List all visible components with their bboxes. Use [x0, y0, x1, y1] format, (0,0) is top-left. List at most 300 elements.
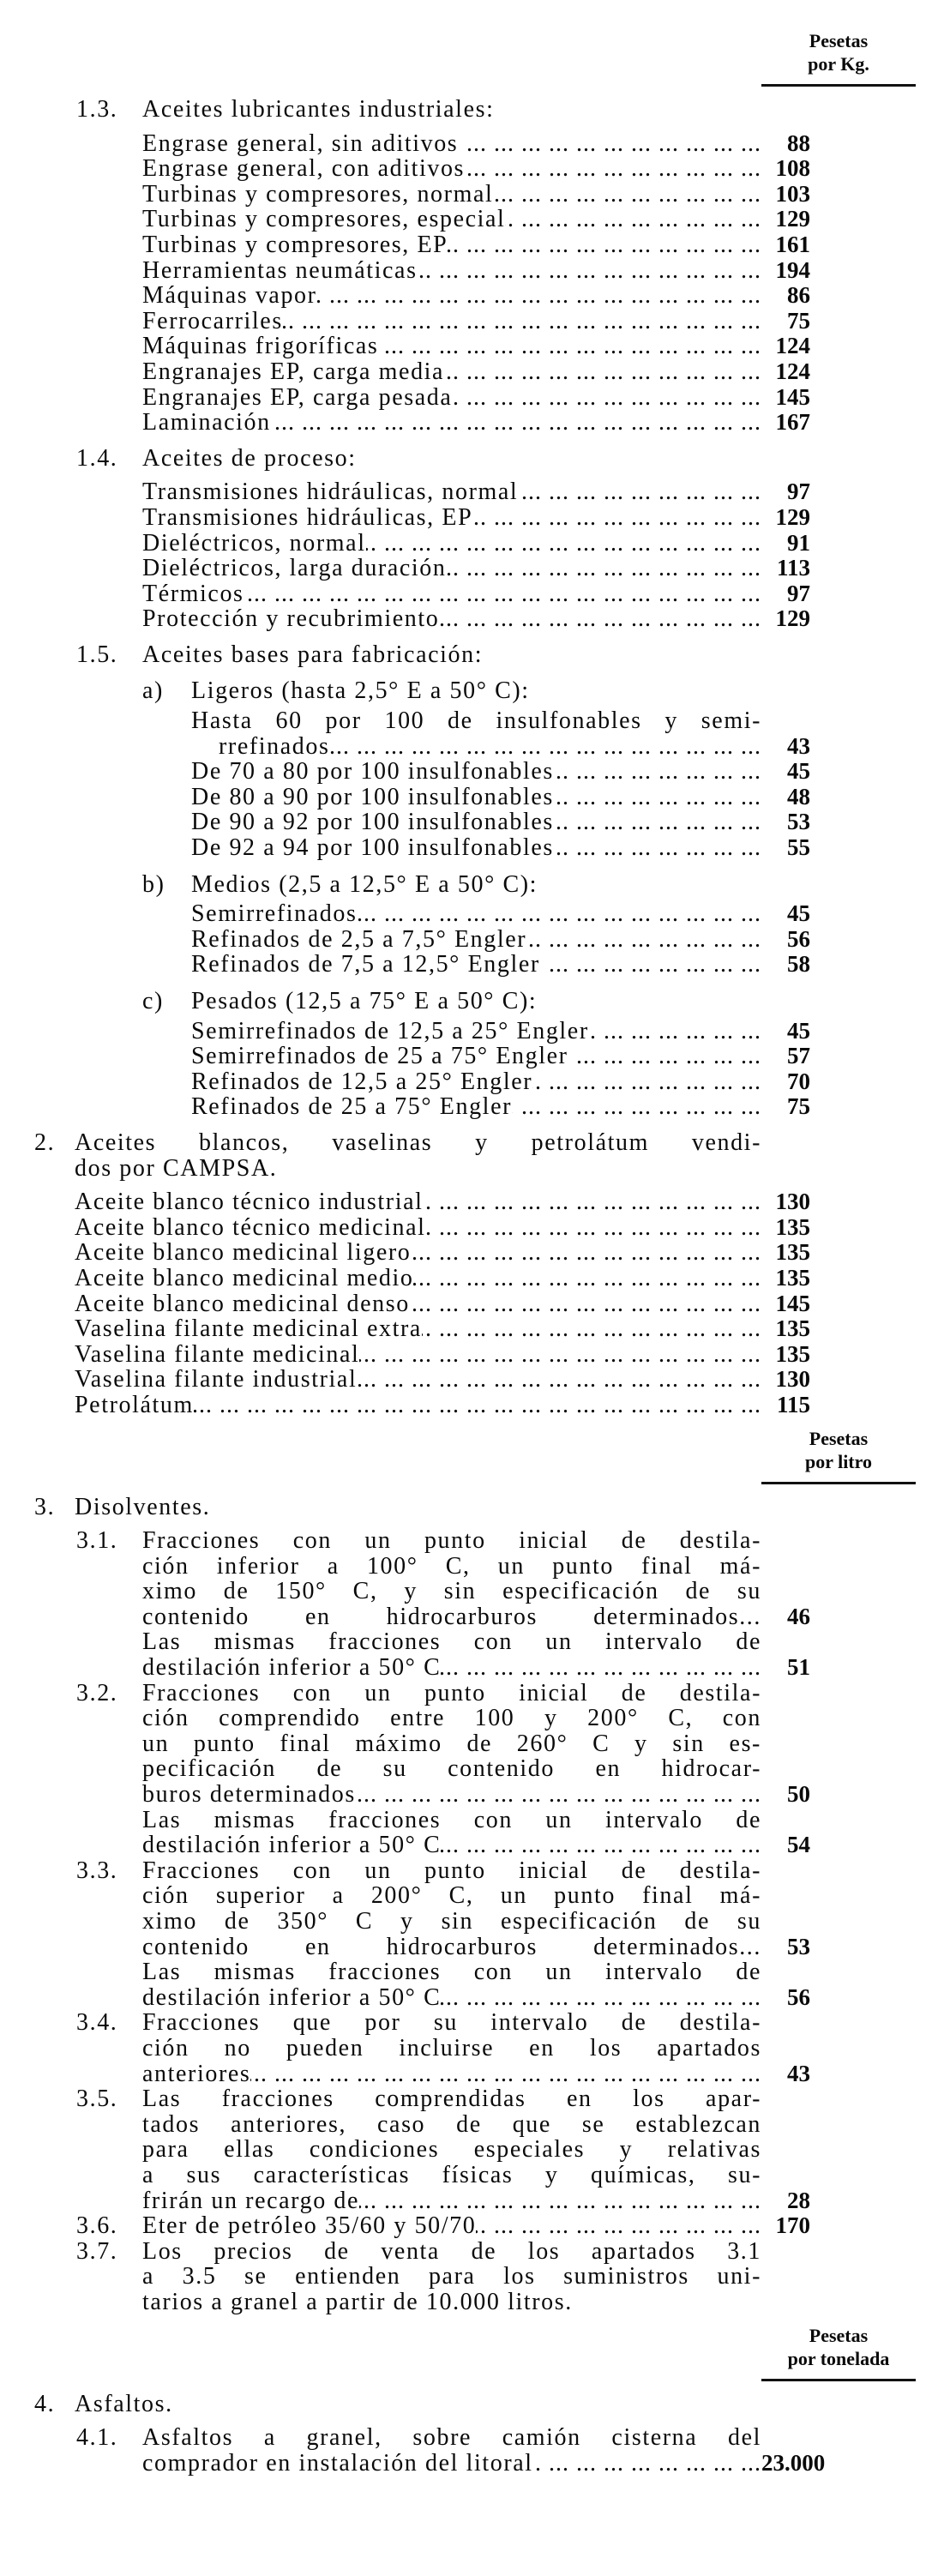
line-text: destilación inferior a 50° C	[142, 1654, 442, 1682]
text-line	[0, 2036, 810, 2061]
line-text: Hasta 60 por 100 de insulfonables y semi-	[191, 708, 761, 734]
text-line	[0, 385, 810, 411]
line-text: Aceites lubricantes industriales:	[142, 96, 495, 123]
line-text: Semirrefinados de 25 a 75° Engler	[191, 1043, 568, 1070]
para-block	[0, 2213, 932, 2239]
para-block	[0, 2425, 932, 2476]
line-text: contenido en hidrocarburos determinados...	[142, 1934, 761, 1960]
line-text: Refinados de 2,5 a 7,5° Engler	[191, 925, 527, 953]
item-block	[0, 531, 932, 557]
line-text: Engrase general, sin aditivos	[142, 129, 459, 157]
spacer	[173, 2392, 761, 2417]
price-value: 56	[787, 925, 810, 952]
price-value: 91	[787, 529, 810, 556]
dot-leader	[194, 1393, 761, 1418]
price-value: 145	[775, 383, 810, 410]
price-value: 129	[775, 503, 810, 530]
text-line	[0, 334, 810, 359]
price-value	[761, 708, 810, 734]
dot-leader	[526, 927, 761, 953]
text-line	[0, 1756, 810, 1782]
price-value: 28	[787, 2187, 810, 2213]
dot-leader	[554, 810, 761, 835]
line-text: buros determinados	[142, 1781, 356, 1809]
price-value: 135	[775, 1340, 810, 1367]
para-block	[0, 2010, 932, 2086]
text-line	[0, 556, 810, 581]
units-label: Pesetas	[809, 1427, 869, 1449]
dot-leader	[476, 2213, 761, 2239]
line-text: Vaselina filante medicinal extra	[75, 1315, 422, 1343]
line-text: Aceites blancos, vaselinas y petrolátum vendi-	[75, 1129, 761, 1156]
dot-leader	[465, 156, 761, 182]
line-text: Turbinas y compresores, especial	[142, 206, 506, 233]
line-text: Semirrefinados	[191, 900, 358, 928]
text-line	[0, 810, 810, 835]
text-line	[0, 1528, 810, 1554]
units-label: Pesetas	[809, 2324, 869, 2346]
line-text: Ligeros (hasta 2,5° E a 50° C):	[191, 677, 530, 705]
dot-leader	[512, 1094, 761, 1120]
item2-block	[0, 1019, 932, 1044]
text-line	[0, 952, 810, 978]
line-text: un punto final máximo de 260° C y sin es-	[142, 1730, 761, 1757]
text-line	[0, 1909, 810, 1935]
line-text: ción superior a 200° C, un punto final má-	[142, 1883, 761, 1909]
text-line	[0, 606, 810, 632]
item2-block	[0, 952, 932, 978]
sub-block	[0, 872, 932, 898]
text-line	[0, 927, 810, 953]
price-value	[761, 1858, 810, 1884]
dot-leader	[359, 1342, 761, 1368]
item-number: 3.4.	[76, 2009, 118, 2037]
price-value: 135	[775, 1264, 810, 1291]
price-value	[761, 642, 810, 668]
para-block	[0, 1528, 932, 1681]
line-text: Aceite blanco técnico industrial	[75, 1189, 424, 1216]
item-number: b)	[142, 870, 165, 898]
line-text: Las fracciones comprendidas en los apar-	[142, 2086, 761, 2112]
line-text: De 80 a 90 por 100 insulfonables	[191, 783, 554, 810]
price-value: 23.000	[761, 2449, 826, 2476]
line-text: rrefinados	[219, 732, 330, 760]
price-value	[761, 446, 810, 472]
price-value: 115	[776, 1391, 810, 1417]
item-block	[0, 606, 932, 632]
text-line	[0, 1883, 810, 1909]
price-value: 54	[787, 1832, 810, 1858]
header-rule	[761, 1482, 916, 1484]
price-value	[761, 1554, 810, 1580]
dot-leader	[356, 1782, 761, 1808]
price-value	[761, 2137, 810, 2163]
dot-leader	[271, 410, 761, 436]
spacer	[573, 2290, 761, 2315]
line-text: Disolventes.	[75, 1493, 211, 1520]
line-text: Protección y recubrimiento	[142, 605, 440, 633]
text-line	[0, 2239, 810, 2265]
dot-leader	[458, 131, 761, 157]
item0-block	[0, 1393, 932, 1418]
dot-leader	[424, 1189, 761, 1215]
text-line	[0, 759, 810, 785]
dot-leader	[411, 1240, 761, 1266]
item-block	[0, 182, 932, 208]
line-text: De 90 a 92 por 100 insulfonables	[191, 809, 554, 836]
price-value: 145	[775, 1290, 810, 1316]
item2-block	[0, 835, 932, 861]
item-number: 1.5.	[76, 641, 118, 668]
section-block	[0, 2392, 932, 2417]
units-block	[0, 1427, 932, 1484]
line-text: Engrase general, con aditivos	[142, 155, 466, 183]
units-label: por tonelada	[787, 2347, 890, 2369]
text-line	[0, 1393, 810, 1418]
text-line	[0, 1094, 810, 1120]
heading-block	[0, 642, 932, 668]
line-text: Transmisiones hidráulicas, normal	[142, 478, 519, 506]
text-line	[0, 1985, 810, 2011]
text-line	[0, 1554, 810, 1580]
text-line	[0, 283, 810, 309]
dot-leader	[378, 334, 761, 359]
item0-block	[0, 1342, 932, 1368]
item-number: 4.1.	[76, 2424, 118, 2452]
text-line	[0, 479, 810, 505]
dot-leader	[554, 785, 761, 810]
text-line	[0, 2290, 810, 2315]
item0-block	[0, 1266, 932, 1291]
line-text: Eter de petróleo 35/60 y 50/70	[142, 2212, 477, 2240]
price-value: 43	[787, 732, 810, 759]
price-value	[761, 1959, 810, 1985]
price-value: 103	[775, 180, 810, 207]
text-line	[0, 207, 810, 232]
line-text: Engranajes EP, carga media	[142, 358, 445, 385]
spacer	[530, 678, 761, 704]
price-value: 70	[787, 1068, 810, 1094]
section-block	[0, 1130, 932, 1181]
line-text: Petrolátum	[75, 1391, 194, 1418]
item2-block	[0, 1094, 932, 1120]
item0-block	[0, 1316, 932, 1342]
line-text: Vaselina filante medicinal	[75, 1340, 360, 1368]
price-value: 135	[775, 1315, 810, 1342]
line-text: Aceites bases para fabricación:	[142, 641, 484, 668]
price-value	[761, 1731, 810, 1757]
dot-leader	[439, 606, 761, 632]
spacer	[210, 1495, 761, 1520]
text-line	[0, 901, 810, 927]
item-block	[0, 309, 932, 334]
dot-leader	[418, 258, 761, 284]
dot-leader	[505, 207, 761, 232]
dot-leader	[532, 1069, 761, 1095]
text-line	[0, 2425, 810, 2451]
price-value: 124	[775, 358, 810, 384]
price-value: 45	[787, 900, 810, 927]
price-value	[761, 2239, 810, 2265]
line-text: ximo de 350° C y sin especificación de su	[142, 1909, 761, 1935]
text-line	[0, 446, 810, 472]
price-value	[761, 2112, 810, 2138]
text-line	[0, 734, 810, 760]
text-line	[0, 1316, 810, 1342]
text-line	[0, 1367, 810, 1393]
sub-block	[0, 989, 932, 1014]
line-text: ción inferior a 100° C, un punto final má-	[142, 1553, 761, 1580]
header-rule	[761, 84, 916, 87]
units-block	[0, 2324, 932, 2381]
text-line	[0, 1858, 810, 1884]
price-value	[761, 1579, 810, 1604]
price-value	[761, 2392, 810, 2417]
price-value: 75	[787, 1093, 810, 1120]
dot-leader	[448, 232, 761, 258]
text-line	[0, 1044, 810, 1069]
item2-block	[0, 1069, 932, 1095]
price-value	[761, 2163, 810, 2188]
price-value	[761, 1756, 810, 1782]
spacer	[357, 446, 761, 472]
line-text: Las mismas fracciones con un intervalo de	[142, 1807, 761, 1833]
para-block	[0, 1858, 932, 2011]
price-value: 129	[775, 206, 810, 232]
price-value: 97	[787, 478, 810, 505]
text-line	[0, 1833, 810, 1858]
text-line	[0, 1655, 810, 1681]
line-text: destilación inferior a 50° C	[142, 1983, 442, 2011]
item-block	[0, 505, 932, 531]
dot-leader	[493, 182, 761, 208]
text-line	[0, 309, 810, 334]
line-text: comprador en instalación del litoral	[142, 2449, 533, 2477]
line-text: Semirrefinados de 12,5 a 25° Engler	[191, 1017, 589, 1044]
line-text: Máquinas frigoríficas	[142, 333, 379, 360]
item-number: 3.	[34, 1493, 56, 1520]
text-line	[0, 531, 810, 557]
heading-block	[0, 97, 932, 123]
price-value	[761, 1528, 810, 1554]
item-number: 1.3.	[76, 96, 118, 123]
heading-block	[0, 446, 932, 472]
item-block	[0, 410, 932, 436]
units-header	[761, 29, 916, 87]
line-text: Refinados de 7,5 a 12,5° Engler	[191, 951, 540, 978]
text-line	[0, 258, 810, 284]
line-text: Las mismas fracciones con un intervalo de	[142, 1959, 761, 1985]
line-text: a sus características físicas y químicas, su-	[142, 2162, 761, 2188]
item2-block	[0, 759, 932, 785]
header-rule	[761, 2379, 916, 2381]
text-line	[0, 1706, 810, 1731]
text-line	[0, 1019, 810, 1044]
dot-leader	[441, 1985, 761, 2011]
spacer	[277, 1156, 761, 1182]
item2-block	[0, 785, 932, 810]
price-value: 56	[787, 1983, 810, 2010]
units-header	[761, 2324, 916, 2381]
line-text: ción comprendido entre 100 y 200° C, con	[142, 1706, 761, 1731]
price-value	[761, 2290, 810, 2315]
line-text: Fracciones que por su intervalo de destila-	[142, 2010, 761, 2036]
price-value: 51	[787, 1654, 810, 1681]
text-line	[0, 989, 810, 1014]
item-number: 3.7.	[76, 2237, 118, 2265]
line-text: De 70 a 80 por 100 insulfonables	[191, 758, 554, 785]
sub-block	[0, 678, 932, 704]
dot-leader	[540, 952, 761, 978]
dot-leader	[250, 2061, 761, 2087]
dot-leader	[444, 359, 761, 385]
item-number: 4.	[34, 2390, 56, 2417]
price-value: 167	[775, 409, 810, 436]
spacer	[483, 642, 761, 668]
text-line	[0, 1130, 810, 1156]
line-text: Fracciones con un punto inicial de destila-	[142, 1528, 761, 1554]
price-value	[761, 872, 810, 898]
text-line	[0, 581, 810, 607]
line-text: Asfaltos a granel, sobre camión cisterna del	[142, 2425, 761, 2451]
text-line	[0, 131, 810, 157]
text-line	[0, 2061, 810, 2087]
price-value: 194	[775, 256, 810, 283]
line-text: Dieléctricos, larga duración	[142, 555, 447, 582]
price-value	[761, 1629, 810, 1655]
item0-block	[0, 1215, 932, 1241]
dot-leader	[426, 1215, 761, 1241]
para-block	[0, 1681, 932, 1858]
price-value: 88	[787, 129, 810, 156]
item-number: 3.5.	[76, 2085, 118, 2113]
text-line	[0, 2163, 810, 2188]
item-block	[0, 334, 932, 359]
line-text: Turbinas y compresores, normal	[142, 180, 494, 208]
price-value	[761, 1681, 810, 1706]
text-line	[0, 1681, 810, 1706]
price-value: 57	[787, 1043, 810, 1069]
text-line	[0, 156, 810, 182]
dot-leader	[446, 556, 761, 581]
item-block	[0, 283, 932, 309]
text-line	[0, 678, 810, 704]
price-value	[761, 2425, 810, 2451]
price-value: 45	[787, 1017, 810, 1044]
line-text: Herramientas neumáticas	[142, 256, 418, 284]
text-line	[0, 2213, 810, 2239]
item-block	[0, 556, 932, 581]
line-text: Dieléctricos, normal	[142, 529, 366, 557]
item0-block	[0, 1291, 932, 1317]
units-label: por litro	[804, 1450, 873, 1472]
para-block	[0, 2086, 932, 2213]
text-line	[0, 785, 810, 810]
text-line	[0, 1935, 810, 1960]
item0-block	[0, 1240, 932, 1266]
line-text: Refinados de 12,5 a 25° Engler	[191, 1068, 533, 1095]
price-value	[761, 1706, 810, 1731]
line-text: ximo de 150° C, y sin especificación de su	[142, 1579, 761, 1604]
text-line	[0, 708, 810, 734]
dot-leader	[472, 505, 761, 531]
item-block	[0, 156, 932, 182]
item-block	[0, 359, 932, 385]
price-value: 97	[787, 580, 810, 606]
price-value	[761, 1909, 810, 1935]
line-text: Aceite blanco medicinal medio	[75, 1264, 414, 1291]
line-text: pecificación de su contenido en hidrocar-	[142, 1756, 761, 1783]
price-value: 130	[775, 1189, 810, 1215]
item-number: 1.4.	[76, 444, 118, 472]
item-number: a)	[142, 677, 164, 705]
text-line	[0, 1156, 810, 1182]
price-value: 113	[776, 555, 810, 581]
price-value: 55	[787, 834, 810, 861]
dot-leader	[357, 1367, 761, 1393]
price-value: 48	[787, 783, 810, 810]
item2-block	[0, 1044, 932, 1069]
dot-leader	[366, 531, 761, 557]
dot-leader	[330, 734, 761, 760]
spacer	[538, 872, 761, 898]
text-line	[0, 1579, 810, 1604]
price-value: 86	[787, 282, 810, 309]
price-value: 46	[787, 1603, 810, 1629]
units-label: por Kg.	[808, 53, 869, 75]
price-value	[761, 678, 810, 704]
price-value: 53	[787, 1933, 810, 1959]
text-line	[0, 1215, 810, 1241]
dot-leader	[422, 1316, 761, 1342]
line-text: tados anteriores, caso de que se establezcan	[142, 2111, 761, 2138]
line-text: Aceite blanco medicinal ligero	[75, 1239, 412, 1267]
price-value: 45	[787, 758, 810, 785]
units-label: Pesetas	[809, 30, 869, 51]
text-line	[0, 2392, 810, 2417]
line-text: De 92 a 94 por 100 insulfonables	[191, 834, 554, 862]
item2-block	[0, 901, 932, 927]
line-text: frirán un recargo de	[142, 2187, 360, 2214]
line-text: Los precios de venta de los apartados 3.1	[142, 2238, 761, 2265]
dot-leader	[441, 1655, 761, 1681]
price-value	[761, 97, 810, 123]
dot-leader	[357, 901, 761, 927]
text-line	[0, 1604, 810, 1630]
text-line	[0, 505, 810, 531]
text-line	[0, 97, 810, 123]
dot-leader	[554, 759, 761, 785]
price-value: 129	[775, 605, 810, 632]
price-value: 108	[775, 155, 810, 182]
price-value: 135	[775, 1213, 810, 1240]
item2-block	[0, 810, 932, 835]
text-line	[0, 1959, 810, 1985]
price-value	[761, 1883, 810, 1909]
hang-block	[0, 708, 932, 759]
price-value	[761, 1156, 810, 1182]
item-block	[0, 581, 932, 607]
price-value	[761, 2010, 810, 2036]
line-text: dos por CAMPSA.	[75, 1154, 278, 1182]
item-block	[0, 385, 932, 411]
units-header	[761, 1427, 916, 1484]
text-line	[0, 2112, 810, 2138]
line-text: para ellas condiciones especiales y relativas	[142, 2137, 761, 2163]
line-text: Aceites de proceso:	[142, 444, 357, 472]
text-line	[0, 2010, 810, 2036]
text-line	[0, 1240, 810, 1266]
